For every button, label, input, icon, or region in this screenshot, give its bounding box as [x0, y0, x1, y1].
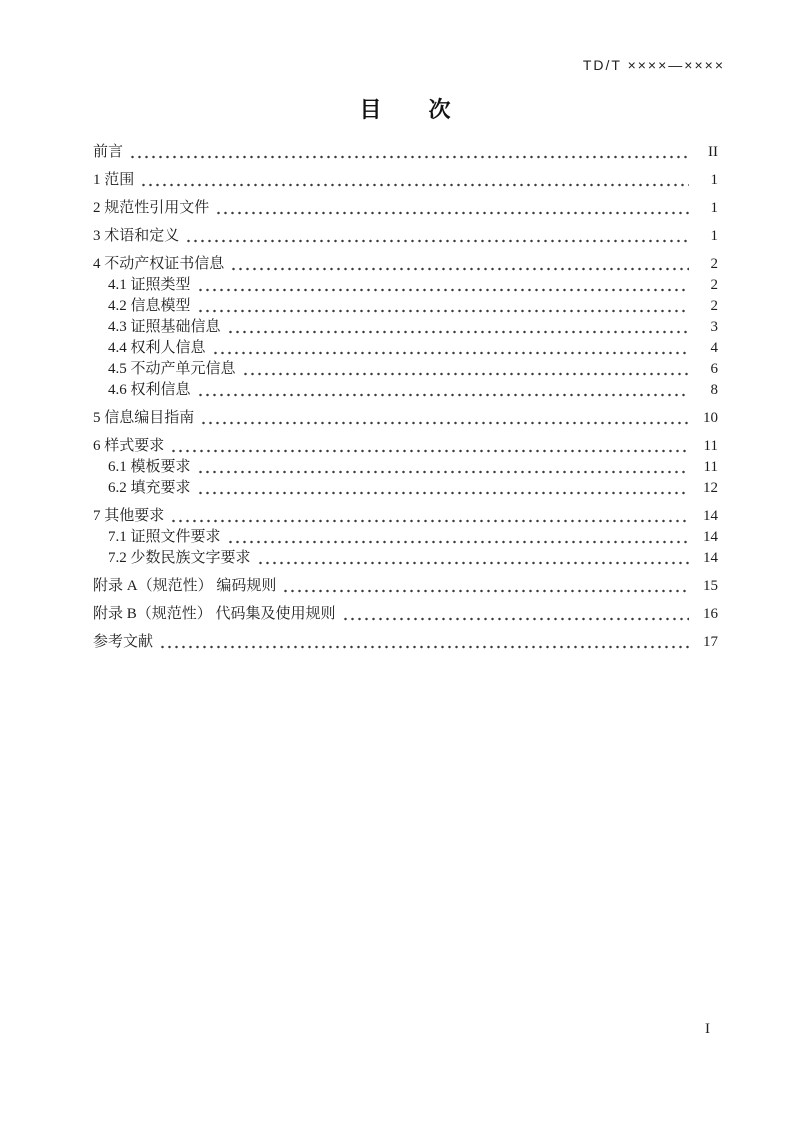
toc-entry [93, 548, 718, 569]
toc-entry-page: 15 [703, 578, 718, 594]
toc-entry-label: 4.3 证照基础信息 [108, 319, 221, 335]
toc-entry [93, 296, 718, 317]
toc-entry-label: 4.1 证照类型 [108, 277, 191, 293]
toc-dot-leader [230, 254, 689, 275]
toc-entry-page: 6 [710, 361, 718, 377]
toc-dot-leader [129, 142, 689, 163]
toc-entry-page: 12 [703, 480, 718, 496]
toc-entry [93, 170, 718, 191]
toc-entry-label: 6.1 模板要求 [108, 459, 191, 475]
toc-dot-leader [257, 548, 689, 569]
toc-dot-leader [170, 506, 689, 527]
toc-entry-page: 8 [710, 382, 718, 398]
toc-entry-label: 2 规范性引用文件 [93, 200, 210, 216]
page-title: 目 次 [359, 97, 452, 122]
toc-entry-label: 7 其他要求 [93, 508, 165, 524]
toc-entry-page: 16 [703, 606, 718, 622]
toc-dot-leader [212, 338, 689, 359]
toc-entry [93, 506, 718, 527]
toc-entry [93, 457, 718, 478]
toc-entry-page: 1 [710, 172, 718, 188]
toc-dot-leader [200, 408, 689, 429]
toc-dot-leader [197, 296, 689, 317]
toc-entry-page: 2 [710, 277, 718, 293]
toc-entry-label: 参考文献 [93, 634, 154, 650]
toc-dot-leader [170, 436, 689, 457]
toc-entry [93, 632, 718, 653]
toc-entry-label: 前言 [93, 144, 124, 160]
toc-entry-page: 14 [703, 529, 718, 545]
toc-entry [93, 338, 718, 359]
toc-entry [93, 408, 718, 429]
toc-dot-leader [197, 275, 689, 296]
toc-list [93, 142, 718, 653]
toc-entry-label: 附录 B（规范性） 代码集及使用规则 [93, 606, 336, 622]
toc-dot-leader [197, 478, 689, 499]
toc-dot-leader [282, 576, 689, 597]
toc-entry-page: 10 [703, 410, 718, 426]
toc-dot-leader [159, 632, 689, 653]
toc-entry [93, 576, 718, 597]
toc-dot-leader [242, 359, 689, 380]
toc-dot-leader [197, 457, 689, 478]
toc-entry-page: 2 [710, 298, 718, 314]
toc-dot-leader [227, 317, 689, 338]
toc-entry-label: 3 术语和定义 [93, 228, 180, 244]
toc-entry [93, 478, 718, 499]
toc-entry-page: 3 [710, 319, 718, 335]
toc-entry-page: 2 [710, 256, 718, 272]
toc-entry-label: 4.5 不动产单元信息 [108, 361, 236, 377]
toc-entry [93, 436, 718, 457]
toc-entry-label: 6 样式要求 [93, 438, 165, 454]
toc-dot-leader [197, 380, 689, 401]
toc-dot-leader [215, 198, 689, 219]
toc-dot-leader [227, 527, 689, 548]
toc-entry-label: 1 范围 [93, 172, 135, 188]
toc-entry-label: 6.2 填充要求 [108, 480, 191, 496]
page-footer [705, 1020, 710, 1038]
toc-entry [93, 317, 718, 338]
toc-entry [93, 142, 718, 163]
toc-entry-label: 4.4 权利人信息 [108, 340, 206, 356]
toc-entry [93, 275, 718, 296]
toc-entry-label: 4.2 信息模型 [108, 298, 191, 314]
toc-dot-leader [342, 604, 689, 625]
toc-entry-page: 11 [703, 438, 718, 454]
page-number: I [705, 1021, 710, 1037]
toc-entry-label: 5 信息编目指南 [93, 410, 195, 426]
toc-entry [93, 359, 718, 380]
toc-entry-label: 7.2 少数民族文字要求 [108, 550, 251, 566]
toc-entry-page: II [708, 144, 718, 160]
toc-entry [93, 527, 718, 548]
toc-entry [93, 380, 718, 401]
page-header [93, 57, 725, 73]
toc-entry-page: 17 [703, 634, 718, 650]
toc-entry-page: 14 [703, 550, 718, 566]
toc-entry-page: 1 [710, 228, 718, 244]
toc-entry-page: 1 [710, 200, 718, 216]
toc-dot-leader [140, 170, 689, 191]
toc-entry-label: 7.1 证照文件要求 [108, 529, 221, 545]
toc-entry-label: 附录 A（规范性） 编码规则 [93, 578, 277, 594]
toc-entry-label: 4.6 权利信息 [108, 382, 191, 398]
toc-entry [93, 604, 718, 625]
standard-code: TD/T ××××—×××× [582, 57, 725, 73]
toc-entry [93, 226, 718, 247]
toc-entry-label: 4 不动产权证书信息 [93, 256, 225, 272]
toc-dot-leader [185, 226, 689, 247]
toc-entry [93, 254, 718, 275]
toc-entry-page: 14 [703, 508, 718, 524]
toc-entry [93, 198, 718, 219]
toc-entry-page: 4 [710, 340, 718, 356]
toc-entry-page: 11 [703, 459, 718, 475]
